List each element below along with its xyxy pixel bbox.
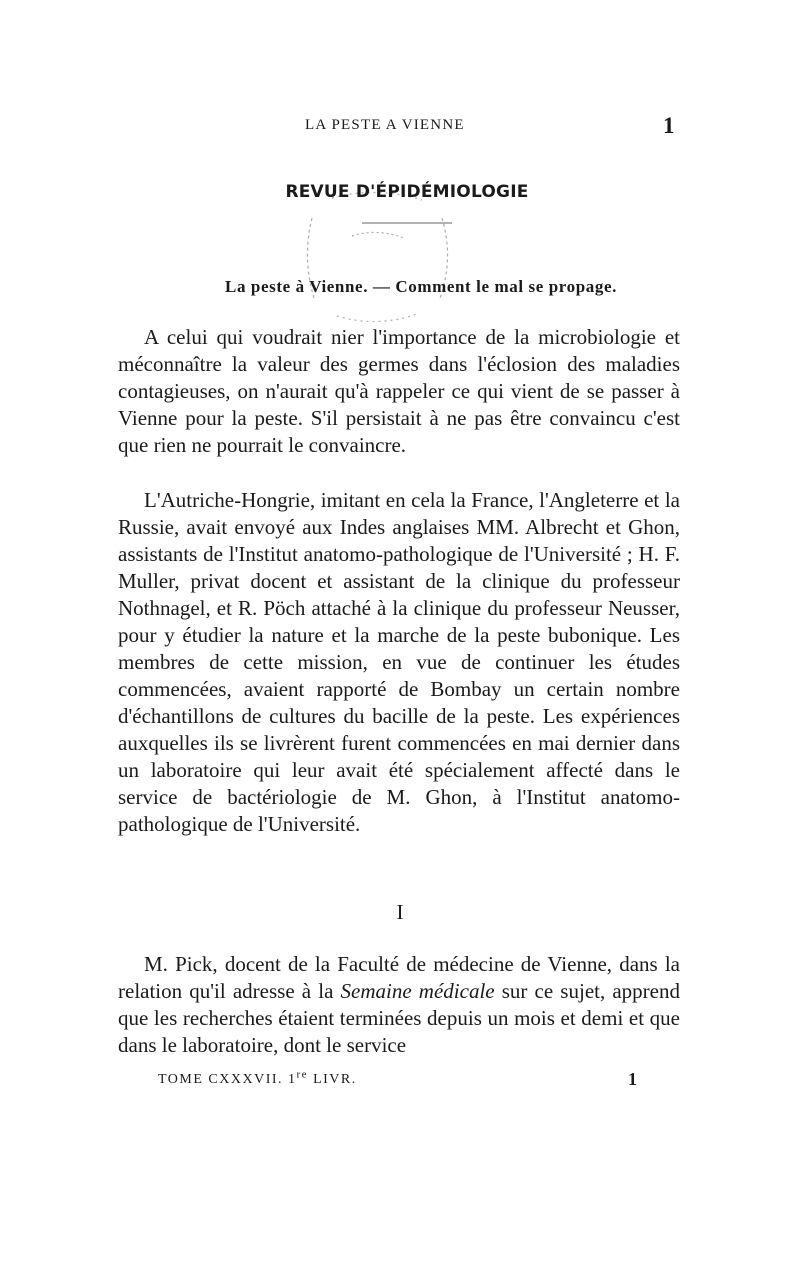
paragraph-text: A celui qui voudrait nier l'importance de la microbiologie et méconnaître la valeur des germes dans l'éclosion des maladies contagieuses, on n'aurait qu'à rappeler ce qui vient de se passer à Vienne pour la peste. S'il persistait à ne pas être convaincu c'est que rien ne pourrait le convaincre.	[118, 325, 680, 457]
running-title: LA PESTE A VIENNE	[305, 117, 465, 133]
footer-signature	[158, 1068, 357, 1088]
footer-tome: TOME CXXXVII. 1	[158, 1072, 297, 1087]
paragraph-2	[118, 487, 680, 838]
paragraph-text-end: sur ce sujet, apprend que les recherches étaient terminées depuis un mois et demi et que dans le laboratoire, dont le service	[118, 979, 680, 1057]
paragraph-text	[118, 951, 680, 1059]
paragraph-1	[118, 324, 680, 459]
page-footer	[0, 1069, 800, 1095]
paragraph-text-start: M. Pick, docent de la Faculté de médecine de Vienne, dans la relation qu'il adresse à la	[118, 952, 680, 1003]
article-heading: La peste à Vienne. — Comment le mal se propage.	[225, 277, 617, 296]
journal-title-italic: Semaine médicale	[340, 979, 495, 1003]
page-number: 1	[663, 113, 675, 138]
paragraph-text: L'Autriche-Hongrie, imitant en cela la France, l'Angleterre et la Russie, avait envoyé aux Indes anglaises MM. Albrecht et Ghon, assistants de l'Institut anatomo-pathologique de l'Université ; H. F. Muller, privat docent et assistant de la clinique du professeur Nothnagel, et R. Pöch attaché à la clinique du professeur Neusser, pour y étudier la nature et la marche de la peste bubonique. Les membres de cette mission, en vue de continuer les études commencées, avaient rapporté de Bombay un certain nombre d'échantillons de cultures du bacille de la peste. Les expériences auxquelles ils se livrèrent furent commencées en mai dernier dans un laboratoire qui leur avait été spécialement affecté dans le service de bactériologie de M. Ghon, à l'Institut anatomo-pathologique de l'Université.	[118, 488, 680, 836]
footer-ordinal: re	[296, 1068, 309, 1081]
running-head	[0, 113, 800, 141]
footer-livr: LIVR.	[308, 1072, 357, 1087]
section-numeral: I	[396, 900, 404, 924]
paragraph-3	[118, 951, 680, 1059]
footer-sheet-number: 1	[628, 1069, 637, 1089]
section-title: REVUE D'ÉPIDÉMIOLOGIE	[285, 182, 529, 202]
